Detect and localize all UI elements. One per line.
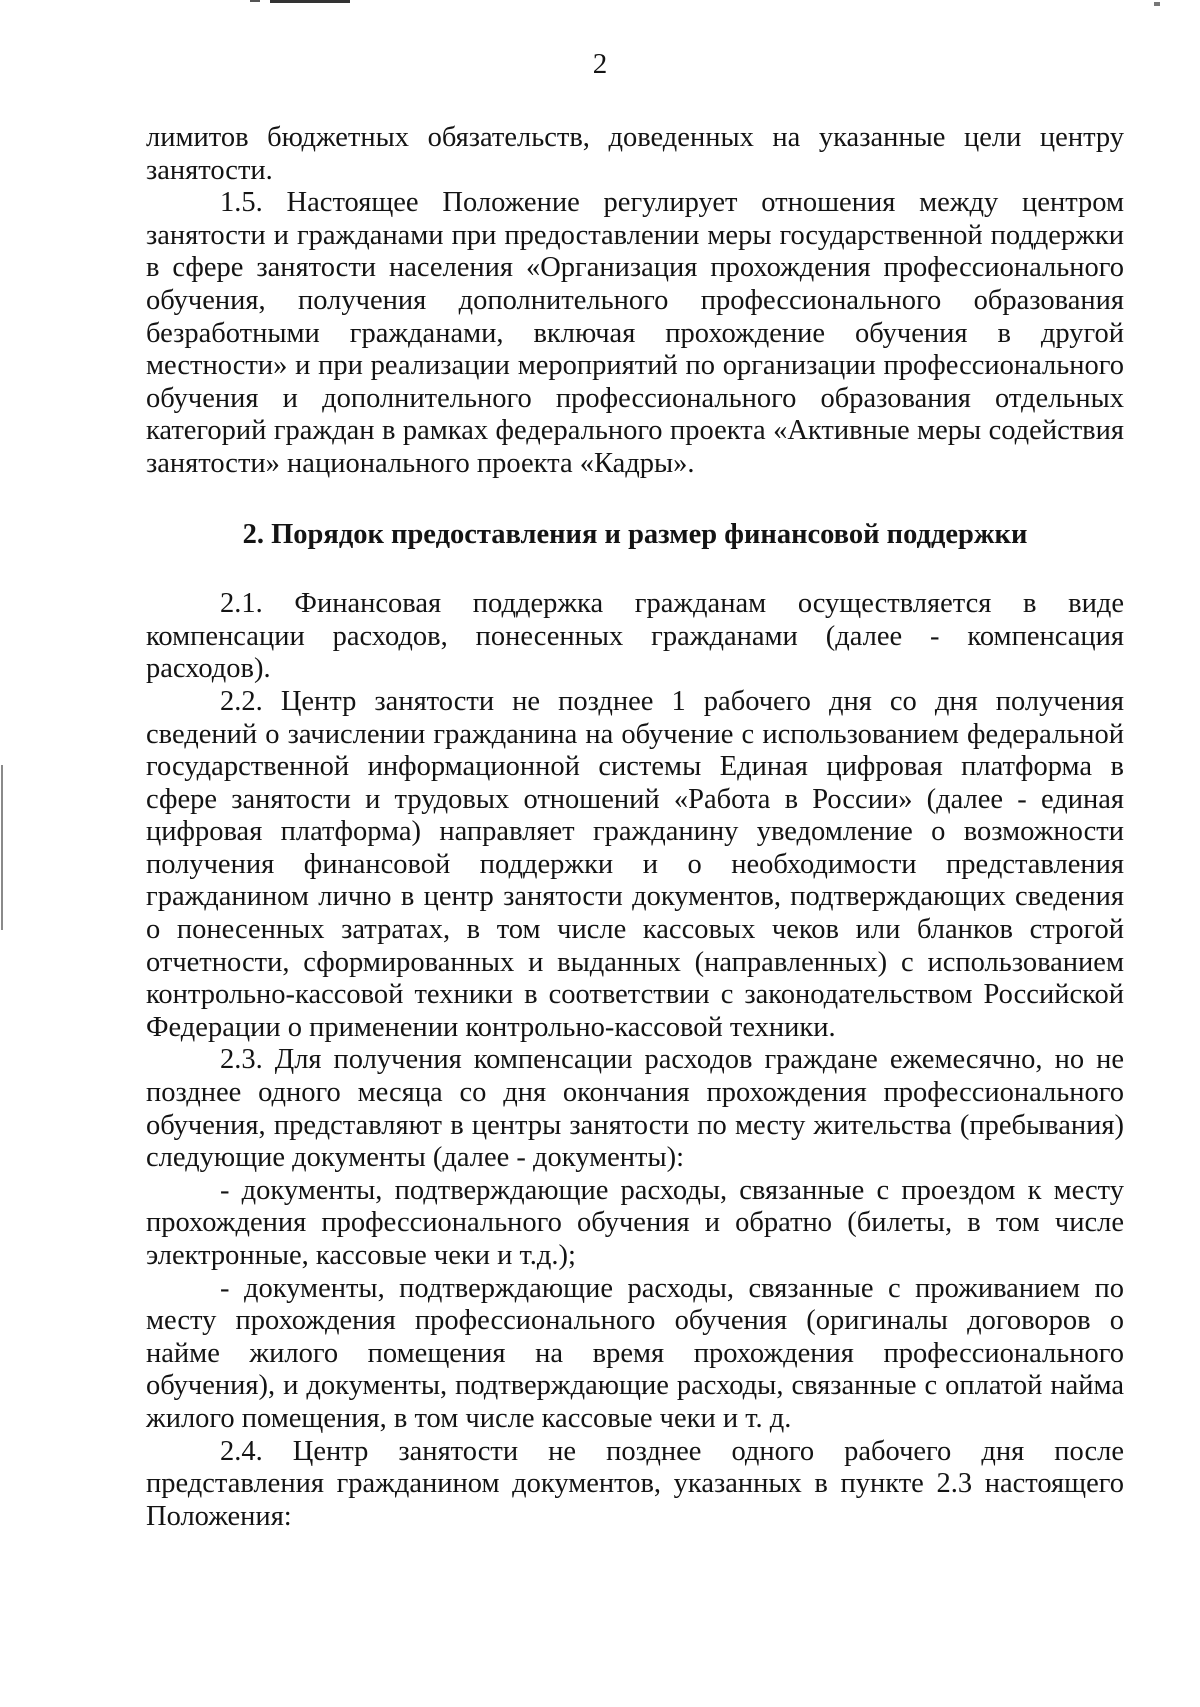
paragraph-2-4: 2.4. Центр занятости не позднее одного рабочего дня после представления гражданином документов, указанных в пункте 2.3 настоящего Положения: (146, 1435, 1124, 1532)
list-item-housing-documents: - документы, подтверждающие расходы, связанные с проживанием по месту прохождения профессионального обучения (оригиналы договоров о найме жилого помещения на время прохождения профессионального обучения), и документы, подтверждающие расходы, связанные с оплатой найма жилого помещения, в том числе кассовые чеки и т. д. (146, 1272, 1124, 1434)
scan-artifact (270, 0, 350, 3)
list-item-travel-documents: - документы, подтверждающие расходы, связанные с проездом к месту прохождения профессионального обучения и обратно (билеты, в том числе электронные, кассовые чеки и т.д.); (146, 1174, 1124, 1271)
paragraph-1-5: 1.5. Настоящее Положение регулирует отношения между центром занятости и гражданами при предоставлении меры государственной поддержки в сфере занятости населения «Организация прохождения профессионального обучения, получения дополнительного профессионального образования безработными гражданами, включая прохождение обучения в другой местности» и при реализации мероприятий по организации профессионального обучения и дополнительного профессионального образования отдельных категорий граждан в рамках федерального проекта «Активные меры содействия занятости» национального проекта «Кадры». (146, 187, 1124, 479)
paragraph-continuation: лимитов бюджетных обязательств, доведенных на указанные цели центру занятости. (146, 122, 1124, 186)
section-heading: 2. Порядок предоставления и размер финансовой поддержки (242, 518, 1028, 550)
paragraph-2-2: 2.2. Центр занятости не позднее 1 рабочего дня со дня получения сведений о зачислении гражданина на обучение с использованием федеральной государственной информационной системы Единая цифровая платформа в сфере занятости и трудовых отношений «Работа в России» (далее - единая цифровая платформа) направляет гражданину уведомление о возможности получения финансовой поддержки и о необходимости представления гражданином лично в центр занятости документов, подтверждающих сведения о понесенных затратах, в том числе кассовых чеков или бланков строгой отчетности, сформированных и выданных (направленных) с использованием контрольно-кассовой техники в соответствии с законодательством Российской Федерации о применении контрольно-кассовой техники. (146, 685, 1124, 1043)
scan-artifact (1154, 2, 1160, 6)
page-number: 2 (592, 48, 608, 80)
scan-artifact (250, 0, 260, 2)
document-body (146, 122, 1124, 1533)
paragraph-2-1: 2.1. Финансовая поддержка гражданам осуществляется в виде компенсации расходов, понесенных гражданами (далее - компенсация расходов). (146, 588, 1124, 685)
scan-artifact (1, 765, 3, 930)
paragraph-2-3: 2.3. Для получения компенсации расходов граждане ежемесячно, но не позднее одного месяца со дня окончания прохождения профессионального обучения, представляют в центры занятости по месту жительства (пребывания) следующие документы (далее - документы): (146, 1044, 1124, 1174)
